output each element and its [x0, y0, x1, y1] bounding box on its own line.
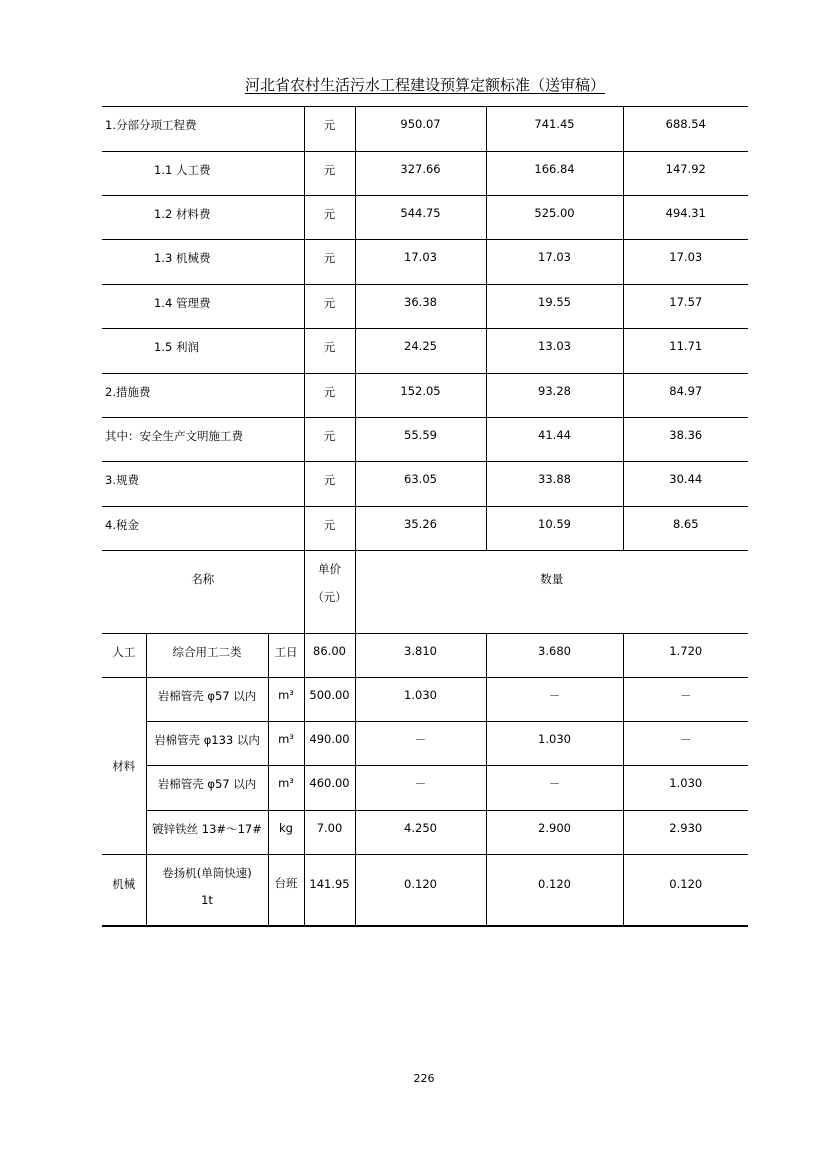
value-cell: 38.36	[623, 418, 748, 462]
unit-cell: 元	[304, 418, 355, 462]
unit-cell: m³	[268, 678, 304, 722]
value-cell: 544.75	[355, 196, 486, 240]
value-cell: 2.930	[623, 811, 748, 855]
page-number: 226	[413, 1072, 435, 1085]
value-cell: 166.84	[486, 152, 623, 196]
value-cell: 13.03	[486, 329, 623, 374]
cost-item-name: 1.分部分项工程费	[102, 107, 304, 152]
price-cell: 7.00	[304, 811, 355, 855]
unit-cell: 元	[304, 196, 355, 240]
value-cell: 1.030	[486, 722, 623, 766]
value-cell: 84.97	[623, 374, 748, 418]
value-cell: 152.05	[355, 374, 486, 418]
item-name: 镀锌铁丝 13#～17#	[146, 811, 268, 855]
group-label: 机械	[102, 855, 146, 926]
table-row	[102, 722, 748, 766]
item-name-line2: 1t	[201, 893, 213, 907]
header-price-line2: （元）	[312, 590, 347, 604]
cost-item-name: 2.措施费	[102, 374, 304, 418]
table-row	[102, 240, 748, 285]
cost-item-name: 1.1 人工费	[102, 152, 304, 196]
value-cell: 4.250	[355, 811, 486, 855]
value-cell: 0.120	[623, 855, 748, 926]
value-cell: 17.57	[623, 285, 748, 329]
value-cell: 17.03	[355, 240, 486, 285]
price-cell: 141.95	[304, 855, 355, 926]
value-cell: 741.45	[486, 107, 623, 152]
cost-item-name: 1.3 机械费	[102, 240, 304, 285]
unit-cell: 元	[304, 462, 355, 507]
table-row	[102, 766, 748, 811]
value-cell: －	[623, 678, 748, 722]
value-cell: －	[486, 766, 623, 811]
table-row	[102, 855, 748, 926]
unit-cell: 元	[304, 329, 355, 374]
item-name: 岩棉管壳 φ57 以内	[146, 678, 268, 722]
item-name: 岩棉管壳 φ133 以内	[146, 722, 268, 766]
table-row	[102, 107, 748, 152]
value-cell: 3.680	[486, 634, 623, 678]
group-label: 材料	[102, 678, 146, 855]
price-cell: 500.00	[304, 678, 355, 722]
value-cell: －	[355, 722, 486, 766]
item-name: 综合用工二类	[146, 634, 268, 678]
header-price-line1: 单价	[318, 562, 341, 576]
value-cell: 950.07	[355, 107, 486, 152]
table-row	[102, 678, 748, 722]
cost-item-name: 3.规费	[102, 462, 304, 507]
value-cell: 63.05	[355, 462, 486, 507]
unit-cell: 元	[304, 507, 355, 551]
header-name: 名称	[102, 551, 304, 634]
unit-cell: 工日	[268, 634, 304, 678]
unit-cell: 元	[304, 285, 355, 329]
table-row	[102, 152, 748, 196]
value-cell: 8.65	[623, 507, 748, 551]
table-row	[102, 285, 748, 329]
value-cell: 24.25	[355, 329, 486, 374]
item-name: 岩棉管壳 φ57 以内	[146, 766, 268, 811]
value-cell: 11.71	[623, 329, 748, 374]
value-cell: 36.38	[355, 285, 486, 329]
cost-item-name: 1.4 管理费	[102, 285, 304, 329]
table-header-row	[102, 551, 748, 634]
value-cell: 17.03	[623, 240, 748, 285]
table-row	[102, 329, 748, 374]
value-cell: 10.59	[486, 507, 623, 551]
value-cell: 1.720	[623, 634, 748, 678]
value-cell: －	[486, 678, 623, 722]
value-cell: 2.900	[486, 811, 623, 855]
unit-cell: m³	[268, 766, 304, 811]
page-title: 河北省农村生活污水工程建设预算定额标准（送审稿）	[244, 76, 605, 94]
value-cell: 1.030	[355, 678, 486, 722]
cost-item-name: 4.税金	[102, 507, 304, 551]
table-row	[102, 507, 748, 551]
cost-item-name: 1.5 利润	[102, 329, 304, 374]
item-name-line1: 卷扬机(单筒快速)	[162, 866, 252, 880]
cost-item-name: 其中：安全生产文明施工费	[102, 418, 304, 462]
price-cell: 460.00	[304, 766, 355, 811]
table-row	[102, 462, 748, 507]
group-label: 人工	[102, 634, 146, 678]
value-cell: 525.00	[486, 196, 623, 240]
unit-cell: 元	[304, 152, 355, 196]
value-cell: 55.59	[355, 418, 486, 462]
price-cell: 86.00	[304, 634, 355, 678]
value-cell: 93.28	[486, 374, 623, 418]
value-cell: 33.88	[486, 462, 623, 507]
unit-cell: kg	[268, 811, 304, 855]
value-cell: 1.030	[623, 766, 748, 811]
header-quantity: 数量	[355, 551, 748, 634]
table-row	[102, 418, 748, 462]
value-cell: 19.55	[486, 285, 623, 329]
unit-cell: 元	[304, 374, 355, 418]
value-cell: 0.120	[355, 855, 486, 926]
value-cell: 17.03	[486, 240, 623, 285]
item-name	[146, 855, 268, 926]
value-cell: 30.44	[623, 462, 748, 507]
unit-cell: 元	[304, 240, 355, 285]
budget-table	[102, 106, 748, 927]
value-cell: 327.66	[355, 152, 486, 196]
value-cell: 3.810	[355, 634, 486, 678]
value-cell: －	[355, 766, 486, 811]
value-cell: 494.31	[623, 196, 748, 240]
value-cell: 688.54	[623, 107, 748, 152]
unit-cell: 元	[304, 107, 355, 152]
value-cell: 35.26	[355, 507, 486, 551]
table-row	[102, 374, 748, 418]
value-cell: －	[623, 722, 748, 766]
table-row	[102, 634, 748, 678]
table-row	[102, 811, 748, 855]
table-row	[102, 196, 748, 240]
cost-item-name: 1.2 材料费	[102, 196, 304, 240]
value-cell: 41.44	[486, 418, 623, 462]
unit-cell: m³	[268, 722, 304, 766]
header-price	[304, 551, 355, 634]
price-cell: 490.00	[304, 722, 355, 766]
value-cell: 147.92	[623, 152, 748, 196]
value-cell: 0.120	[486, 855, 623, 926]
unit-cell: 台班	[268, 855, 304, 926]
